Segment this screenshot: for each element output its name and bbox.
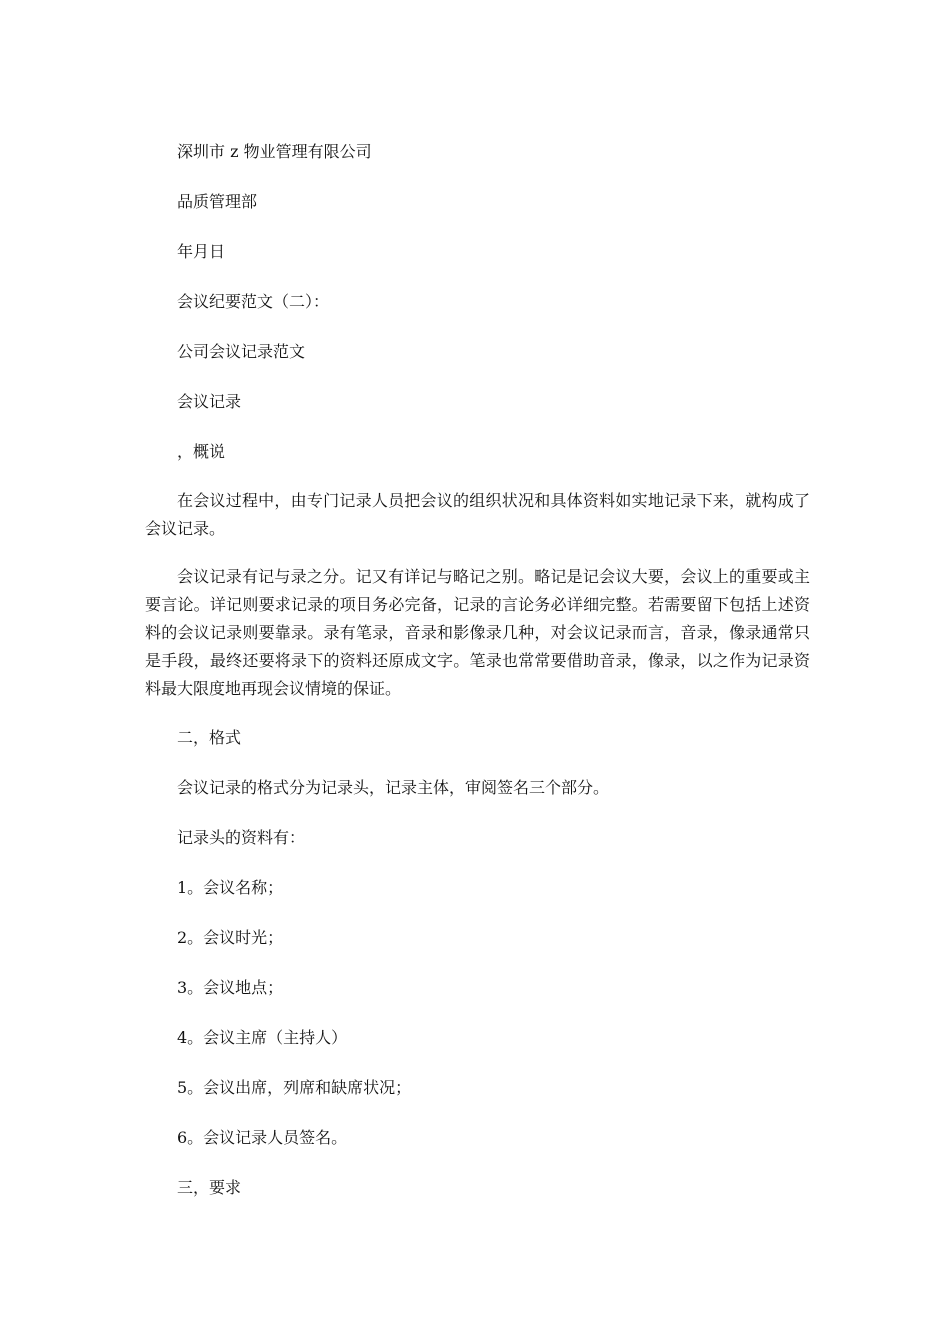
company-name: 深圳市 z 物业管理有限公司 xyxy=(177,142,372,161)
header-contents-label: 记录头的资料有： xyxy=(177,828,306,847)
list-item: 3。会议地点； xyxy=(177,978,284,997)
heading-overview: ，概说 xyxy=(177,442,226,461)
department-name: 品质管理部 xyxy=(177,192,258,211)
list-item: 6。会议记录人员签名。 xyxy=(177,1128,348,1147)
format-description: 会议记录的格式分为记录头，记录主体，审阅签名三个部分。 xyxy=(177,778,610,797)
document-subtitle: 会议记录 xyxy=(177,392,242,411)
section-title: 会议纪要范文（二）： xyxy=(177,292,330,311)
list-item: 4。会议主席（主持人） xyxy=(177,1028,348,1047)
list-item: 5。会议出席，列席和缺席状况； xyxy=(177,1078,412,1097)
paragraph-definition: 在会议过程中，由专门记录人员把会议的组织状况和具体资料如实地记录下来，就构成了会议记录。 xyxy=(145,491,810,538)
document-page xyxy=(145,137,810,1203)
list-item: 1。会议名称； xyxy=(177,878,284,897)
list-item: 2。会议时光； xyxy=(177,928,284,947)
heading-format: 二，格式 xyxy=(177,728,242,747)
document-title: 公司会议记录范文 xyxy=(177,342,306,361)
date-line: 年月日 xyxy=(177,242,226,261)
heading-requirements: 三，要求 xyxy=(177,1178,242,1197)
paragraph-types: 会议记录有记与录之分。记又有详记与略记之别。略记是记会议大要，会议上的重要或主要言论。详记则要求记录的项目务必完备，记录的言论务必详细完整。若需要留下包括上述资料的会议记录则要靠录。录有笔录，音录和影像录几种，对会议记录而言，音录，像录通常只是手段，最终还要将录下的资料还原成文字。笔录也常常要借助音录，像录，以之作为记录资料最大限度地再现会议情境的保证。 xyxy=(145,567,810,698)
